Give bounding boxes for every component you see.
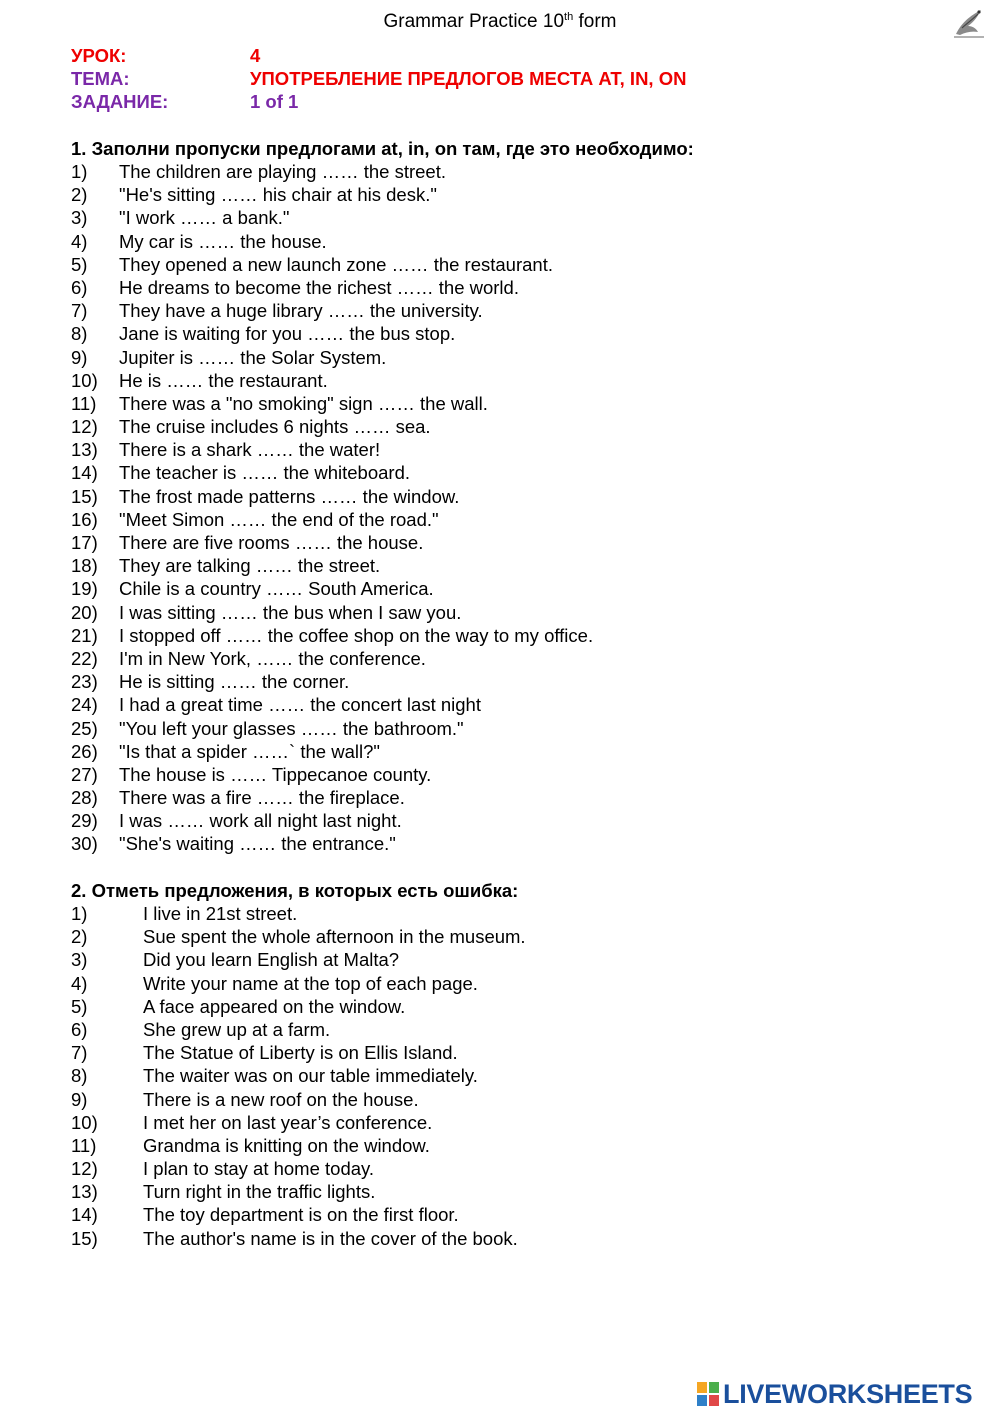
title-suffix: form (573, 11, 617, 32)
item-text: The Statue of Liberty is on Ellis Island. (143, 1042, 458, 1064)
item-text: "She's waiting …… the entrance." (119, 833, 396, 855)
item-text: The teacher is …… the whiteboard. (119, 462, 411, 484)
item-number: 8) (71, 323, 88, 345)
item-number: 23) (71, 671, 98, 693)
item-number: 2) (71, 184, 88, 206)
item-number: 10) (71, 1111, 98, 1133)
item-text: My car is …… the house. (119, 230, 327, 252)
item-text: They are talking …… the street. (119, 555, 381, 577)
item-text: "Is that a spider ……` the wall?" (119, 740, 380, 762)
item-text: I met her on last year’s conference. (143, 1111, 433, 1133)
item-text: I stopped off …… the coffee shop on the way to my office. (119, 624, 594, 646)
item-number: 14) (71, 462, 98, 484)
item-text: Sue spent the whole afternoon in the museum. (143, 926, 526, 948)
item-number: 8) (71, 1065, 88, 1087)
item-text: The author's name is in the cover of the book. (143, 1227, 518, 1249)
item-text: The toy department is on the first floor. (143, 1204, 459, 1226)
item-number: 17) (71, 532, 98, 553)
logo-tile (709, 1395, 719, 1406)
item-text: She grew up at a farm. (143, 1018, 331, 1040)
item-text: The waiter was on our table immediately. (143, 1065, 478, 1087)
item-number: 12) (71, 416, 98, 438)
item-number: 6) (71, 276, 88, 298)
item-number: 3) (71, 949, 88, 971)
item-number: 7) (71, 300, 88, 322)
item-number: 4) (71, 972, 88, 994)
logo-tile (709, 1382, 719, 1393)
item-text: The house is …… Tippecanoe county. (119, 763, 432, 785)
lesson-value: 4 (250, 45, 261, 66)
item-number: 22) (71, 647, 98, 669)
item-number: 3) (71, 207, 88, 229)
item-number: 29) (71, 810, 98, 832)
title-sup: th (564, 11, 574, 23)
item-number: 9) (71, 1088, 88, 1110)
item-number: 1) (71, 161, 88, 182)
item-number: 13) (71, 1181, 98, 1203)
liveworksheets-logo-icon (697, 1382, 719, 1406)
item-number: 2) (71, 926, 88, 948)
item-text: Jane is waiting for you …… the bus stop. (119, 323, 456, 345)
item-text: I was …… work all night last night. (119, 810, 402, 832)
item-text: The children are playing …… the street. (119, 161, 446, 182)
task-label: ЗАДАНИЕ: (71, 91, 169, 112)
item-number: 4) (71, 230, 88, 252)
item-number: 5) (71, 253, 88, 275)
item-text: Write your name at the top of each page. (143, 972, 478, 994)
item-text: Grandma is knitting on the window. (143, 1134, 430, 1156)
topic-label: ТЕМА: (71, 68, 130, 89)
item-number: 21) (71, 624, 98, 646)
item-text: He is sitting …… the corner. (119, 671, 350, 693)
item-text: The frost made patterns …… the window. (119, 485, 460, 507)
item-number: 1) (71, 903, 88, 924)
exercise2-heading: 2. Отметь предложения, в которых есть ошибка: (71, 880, 519, 901)
item-text: "You left your glasses …… the bathroom." (119, 717, 464, 739)
item-number: 5) (71, 995, 88, 1017)
logo-tile (697, 1382, 707, 1393)
brand-logo (697, 1379, 972, 1409)
item-number: 13) (71, 439, 98, 461)
task-value: 1 of 1 (250, 91, 299, 112)
item-text: He dreams to become the richest …… the world. (119, 276, 519, 298)
logo-tile (697, 1395, 707, 1406)
item-number: 7) (71, 1042, 88, 1064)
item-text: There was a fire …… the fireplace. (119, 787, 405, 809)
item-number: 30) (71, 833, 98, 855)
item-number: 11) (71, 392, 97, 414)
item-text: I plan to stay at home today. (143, 1158, 375, 1180)
item-number: 28) (71, 787, 98, 809)
item-number: 18) (71, 555, 98, 577)
item-number: 15) (71, 1227, 98, 1249)
item-text: The cruise includes 6 nights …… sea. (119, 416, 431, 438)
title-prefix: Grammar Practice 10 (383, 11, 565, 32)
item-text: There was a "no smoking" sign …… the wall. (119, 392, 488, 414)
item-text: Turn right in the traffic lights. (143, 1181, 376, 1203)
topic-value: УПОТРЕБЛЕНИЕ ПРЕДЛОГОВ МЕСТА AT, IN, ON (250, 68, 687, 89)
item-number: 12) (71, 1158, 98, 1180)
item-number: 6) (71, 1018, 88, 1040)
item-text: There are five rooms …… the house. (119, 532, 424, 553)
item-text: Did you learn English at Malta? (143, 949, 400, 971)
item-text: "He's sitting …… his chair at his desk." (119, 184, 437, 206)
item-text: Jupiter is …… the Solar System. (119, 346, 387, 368)
item-text: "I work …… a bank." (119, 207, 290, 229)
page-title (0, 10, 1000, 34)
item-number: 26) (71, 740, 98, 762)
bird-pen-icon (948, 4, 990, 42)
item-text: He is …… the restaurant. (119, 369, 328, 391)
item-number: 14) (71, 1204, 98, 1226)
brand-text: LIVEWORKSHEETS (723, 1379, 973, 1409)
exercise1-heading: 1. Заполни пропуски предлогами at, in, on там, где это необходимо: (71, 138, 694, 159)
item-number: 15) (71, 485, 98, 507)
item-text: I had a great time …… the concert last night (119, 694, 481, 716)
item-number: 16) (71, 508, 98, 530)
item-text: There is a new roof on the house. (143, 1088, 419, 1110)
item-text: I live in 21st street. (143, 903, 298, 924)
item-text: A face appeared on the window. (143, 995, 406, 1017)
item-number: 19) (71, 578, 98, 600)
item-number: 24) (71, 694, 98, 716)
lesson-label: УРОК: (71, 45, 127, 66)
item-number: 9) (71, 346, 88, 368)
item-text: I'm in New York, …… the conference. (119, 647, 426, 669)
item-text: Chile is a country …… South America. (119, 578, 434, 600)
item-text: There is a shark …… the water! (119, 439, 381, 461)
item-text: "Meet Simon …… the end of the road." (119, 508, 439, 530)
item-number: 11) (71, 1134, 97, 1156)
item-text: I was sitting …… the bus when I saw you. (119, 601, 462, 623)
item-number: 10) (71, 369, 98, 391)
item-number: 20) (71, 601, 98, 623)
item-number: 27) (71, 763, 98, 785)
item-number: 25) (71, 717, 98, 739)
item-text: They have a huge library …… the university. (119, 300, 483, 322)
item-text: They opened a new launch zone …… the restaurant. (119, 253, 553, 275)
